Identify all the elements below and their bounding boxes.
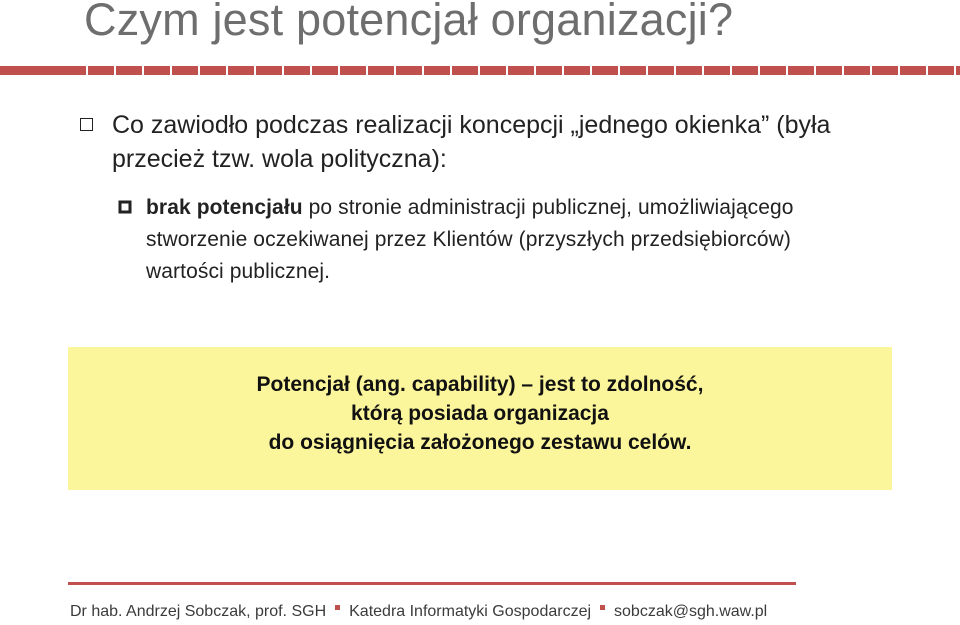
bullet-level2-bold: brak potencjału: [146, 196, 303, 219]
slide-title: Czym jest potencjał organizacji?: [84, 0, 734, 45]
hollow-square-bullet-icon: [80, 118, 93, 131]
definition-box: [68, 347, 892, 490]
footer: [70, 601, 767, 623]
definition-line-3: do osiągnięcia założonego zestawu celów.: [268, 431, 692, 454]
footer-email: sobczak@sgh.waw.pl: [614, 603, 768, 620]
title-rule-dashed: [60, 66, 960, 75]
footer-separator-icon: [600, 605, 605, 610]
bullet-level2: [118, 192, 938, 288]
bullet-level2-text: [146, 192, 836, 288]
definition-line-1: Potencjał (ang. capability) – jest to zdolność,: [256, 373, 704, 396]
title-rule-accent: [0, 66, 60, 75]
square-bullet-icon: [118, 200, 132, 214]
footer-author: Dr hab. Andrzej Sobczak, prof. SGH: [70, 603, 327, 620]
definition-text: [68, 370, 892, 457]
definition-line-2: którą posiada organizacja: [351, 402, 609, 425]
footer-separator-icon: [335, 605, 340, 610]
footer-department: Katedra Informatyki Gospodarczej: [349, 603, 592, 620]
footer-rule: [68, 582, 796, 585]
bullet-level2-rest: po stronie administracji publicznej, umożliwiającego stworzenie oczekiwanej przez Klientów (przyszłych przedsiębiorców) wartości publicznej.: [146, 196, 794, 283]
bullet-level1-text: Co zawiodło podczas realizacji koncepcji „jednego okienka” (była przecież tzw. wola polityczna):: [112, 111, 831, 173]
bullet-level1: [80, 108, 940, 176]
